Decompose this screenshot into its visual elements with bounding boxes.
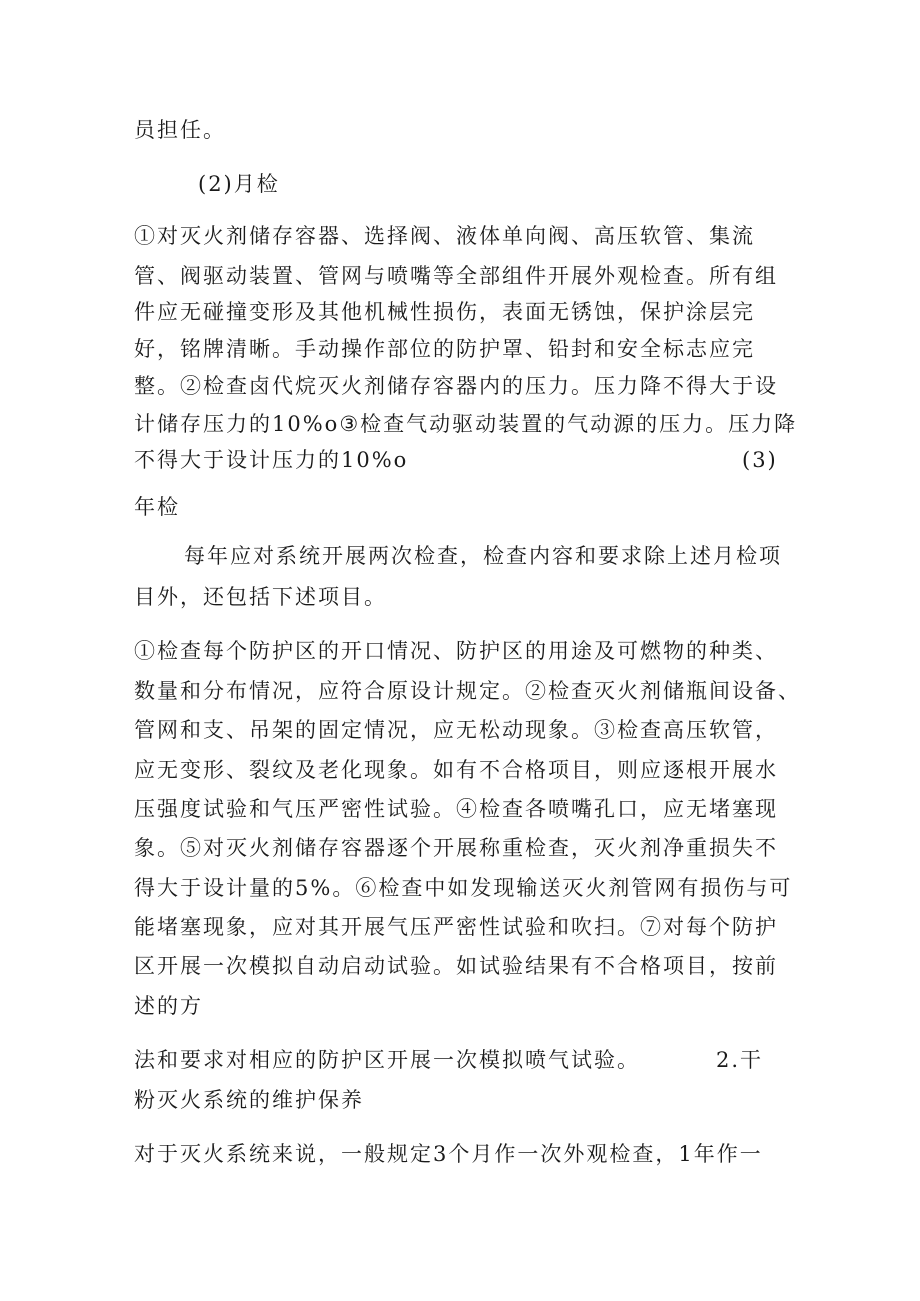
text-line-6: 好，铭牌清晰。手动操作部位的防护罩、铅封和安全标志应完 [134, 337, 755, 361]
text-line-25: 对于灭火系统来说，一般规定3个月作一次外观检查，1年作一 [134, 1142, 763, 1166]
text-line-3: ①对灭火剂储存容器、选择阀、液体单向阀、高压软管、集流 [134, 224, 755, 248]
text-line-17: 压强度试验和气压严密性试验。④检查各喷嘴孔口，应无堵塞现 [134, 797, 778, 821]
text-line-16: 应无变形、裂纹及老化现象。如有不合格项目，则应逐根开展水 [134, 758, 778, 782]
text-line-15: 管网和支、吊架的固定情况，应无松动现象。③检查高压软管， [134, 718, 778, 742]
text-line-13: ①检查每个防护区的开口情况、防护区的用途及可燃物的种类、 [134, 639, 778, 663]
text-line-4: 管、阀驱动装置、管网与喷嘴等全部组件开展外观检查。所有组 [134, 264, 778, 288]
text-line-11: 每年应对系统开展两次检查，检查内容和要求除上述月检项 [184, 544, 782, 568]
section-heading-annual: 年检 [134, 495, 180, 519]
section-heading-dry-powder: 粉灭火系统的维护保养 [134, 1088, 364, 1112]
text-line-23: 法和要求对相应的防护区开展一次模拟喷气试验。 [134, 1048, 640, 1072]
text-line-8: 计储存压力的10%o③检查气动驱动装置的气动源的压力。压力降 [134, 412, 798, 436]
section-heading-monthly: (2)月检 [198, 172, 280, 196]
section-number-2: 2.干 [716, 1048, 764, 1072]
text-line-9: 不得大于设计压力的10%o [134, 448, 409, 472]
text-line-22: 述的方 [134, 994, 203, 1018]
section-number-3: (3) [742, 448, 778, 472]
text-line-12: 目外，还包括下述项目。 [134, 585, 387, 609]
text-line-20: 能堵塞现象，应对其开展气压严密性试验和吹扫。⑦对每个防护 [134, 915, 778, 939]
text-line-21: 区开展一次模拟自动启动试验。如试验结果有不合格项目，按前 [134, 954, 778, 978]
text-line-19: 得大于设计量的5%。⑥检查中如发现输送灭火剂管网有损伤与可 [134, 876, 793, 900]
text-line-1: 员担任。 [134, 118, 226, 142]
text-line-5: 件应无碰撞变形及其他机械性损伤，表面无锈蚀，保护涂层完 [134, 300, 755, 324]
text-line-7: 整。②检查卤代烷灭火剂储存容器内的压力。压力降不得大于设 [134, 374, 778, 398]
text-line-18: 象。⑤对灭火剂储存容器逐个开展称重检查，灭火剂净重损失不 [134, 836, 778, 860]
text-line-14: 数量和分布情况，应符合原设计规定。②检查灭火剂储瓶间设备、 [134, 679, 801, 703]
